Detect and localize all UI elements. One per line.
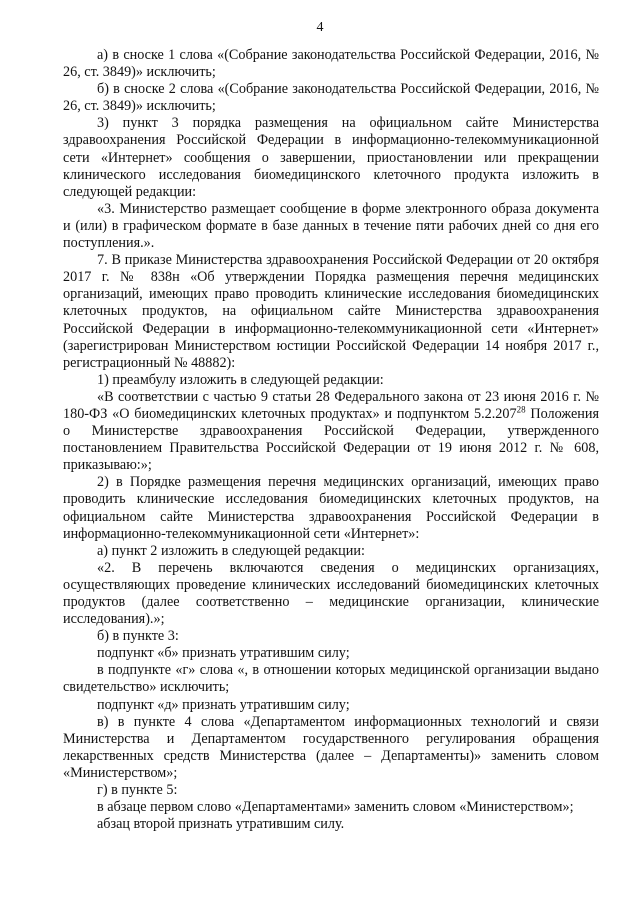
paragraph-subpoint-b: подпункт «б» признать утратившим силу;: [97, 645, 350, 662]
paragraph-point5: г) в пункте 5:: [97, 782, 178, 799]
document-body: [63, 47, 599, 833]
paragraph-section7: 7. В приказе Министерства здравоохранения Российской Федерации от 20 октября 2017 г. № 838н «Об утверждении Порядка размещения перечня медицинских организаций, имеющих право проводить клинические исследования биомедицинских клеточных продуктов, на официальном сайте Министерства здравоохранения Российской Федерации в информационно-телекоммуникационной сети «Интернет» (зарегистрирован Министерством юстиции Российской Федерации 14 ноября 2017 г., регистрационный № 48882):: [63, 252, 599, 371]
preamble-superscript: 28: [516, 404, 526, 415]
paragraph-preamble-text: [63, 389, 599, 474]
paragraph-subpoint-d: подпункт «д» признать утратившим силу;: [97, 696, 350, 713]
paragraph-procedure: 2) в Порядке размещения перечня медицинских организаций, имеющих право проводить клинические исследования биомедицинских клеточных продуктов, на официальном сайте Министерства здравоохранения Российской Федерации в информационно-телекоммуникационной сети «Интернет»:: [63, 474, 599, 542]
paragraph-point2-quote: «2. В перечень включаются сведения о медицинских организациях, осуществляющих проведение клинических исследований биомедицинских клеточных продуктов (далее соответственно – медицинские организации, клинические исследования).»;: [63, 559, 599, 628]
paragraph-item3: 3) пункт 3 порядка размещения на официальном сайте Министерства здравоохранения Российской Федерации в информационно-телекоммуникационной сети «Интернет» сообщения о завершении, приостановлении или прекращении клинического исследования биомедицинского клеточного продукта изложить в следующей редакции:: [63, 115, 599, 200]
preamble-text-start: «В соответствии с частью 9 статьи 28 Федерального закона от 23 июня 2016 г. № 180-ФЗ «О биомедицинских клеточных продуктах» и подпунктом 5.2.207: [63, 388, 599, 422]
paragraph-point5-first: в абзаце первом слово «Департаментами» заменить словом «Министерством»;: [97, 799, 574, 816]
paragraph-footnote1: а) в сноске 1 слова «(Собрание законодательства Российской Федерации, 2016, № 26, ст. 3849)» исключить;: [63, 47, 599, 81]
paragraph-point3: б) в пункте 3:: [97, 628, 179, 645]
paragraph-preamble-intro: 1) преамбулу изложить в следующей редакции:: [97, 371, 384, 388]
paragraph-footnote2: б) в сноске 2 слова «(Собрание законодательства Российской Федерации, 2016, № 26, ст. 3849)» исключить;: [63, 81, 599, 115]
paragraph-subpoint-g: в подпункте «г» слова «, в отношении которых медицинской организации выдано свидетельство» исключить;: [63, 662, 599, 696]
paragraph-item3-quote: «3. Министерство размещает сообщение в форме электронного образа документа и (или) в графическом формате в базе данных в течение пяти рабочих дней со дня его поступления.».: [63, 200, 599, 252]
preamble-text-end: Положения о Министерстве здравоохранения Российской Федерации, утвержденного постановлением Правительства Российской Федерации от 19 июня 2012 г. № 608, приказываю:»;: [63, 405, 599, 474]
paragraph-point5-second: абзац второй признать утратившим силу.: [97, 816, 345, 833]
paragraph-point2: а) пункт 2 изложить в следующей редакции:: [97, 542, 365, 559]
page-number: 4: [316, 20, 324, 35]
paragraph-point4: в) в пункте 4 слова «Департаментом информационных технологий и связи Министерства и Департаментом государственного регулирования обращения лекарственных средств Министерства (далее – Департаменты)» заменить словом «Министерством»;: [63, 713, 599, 781]
